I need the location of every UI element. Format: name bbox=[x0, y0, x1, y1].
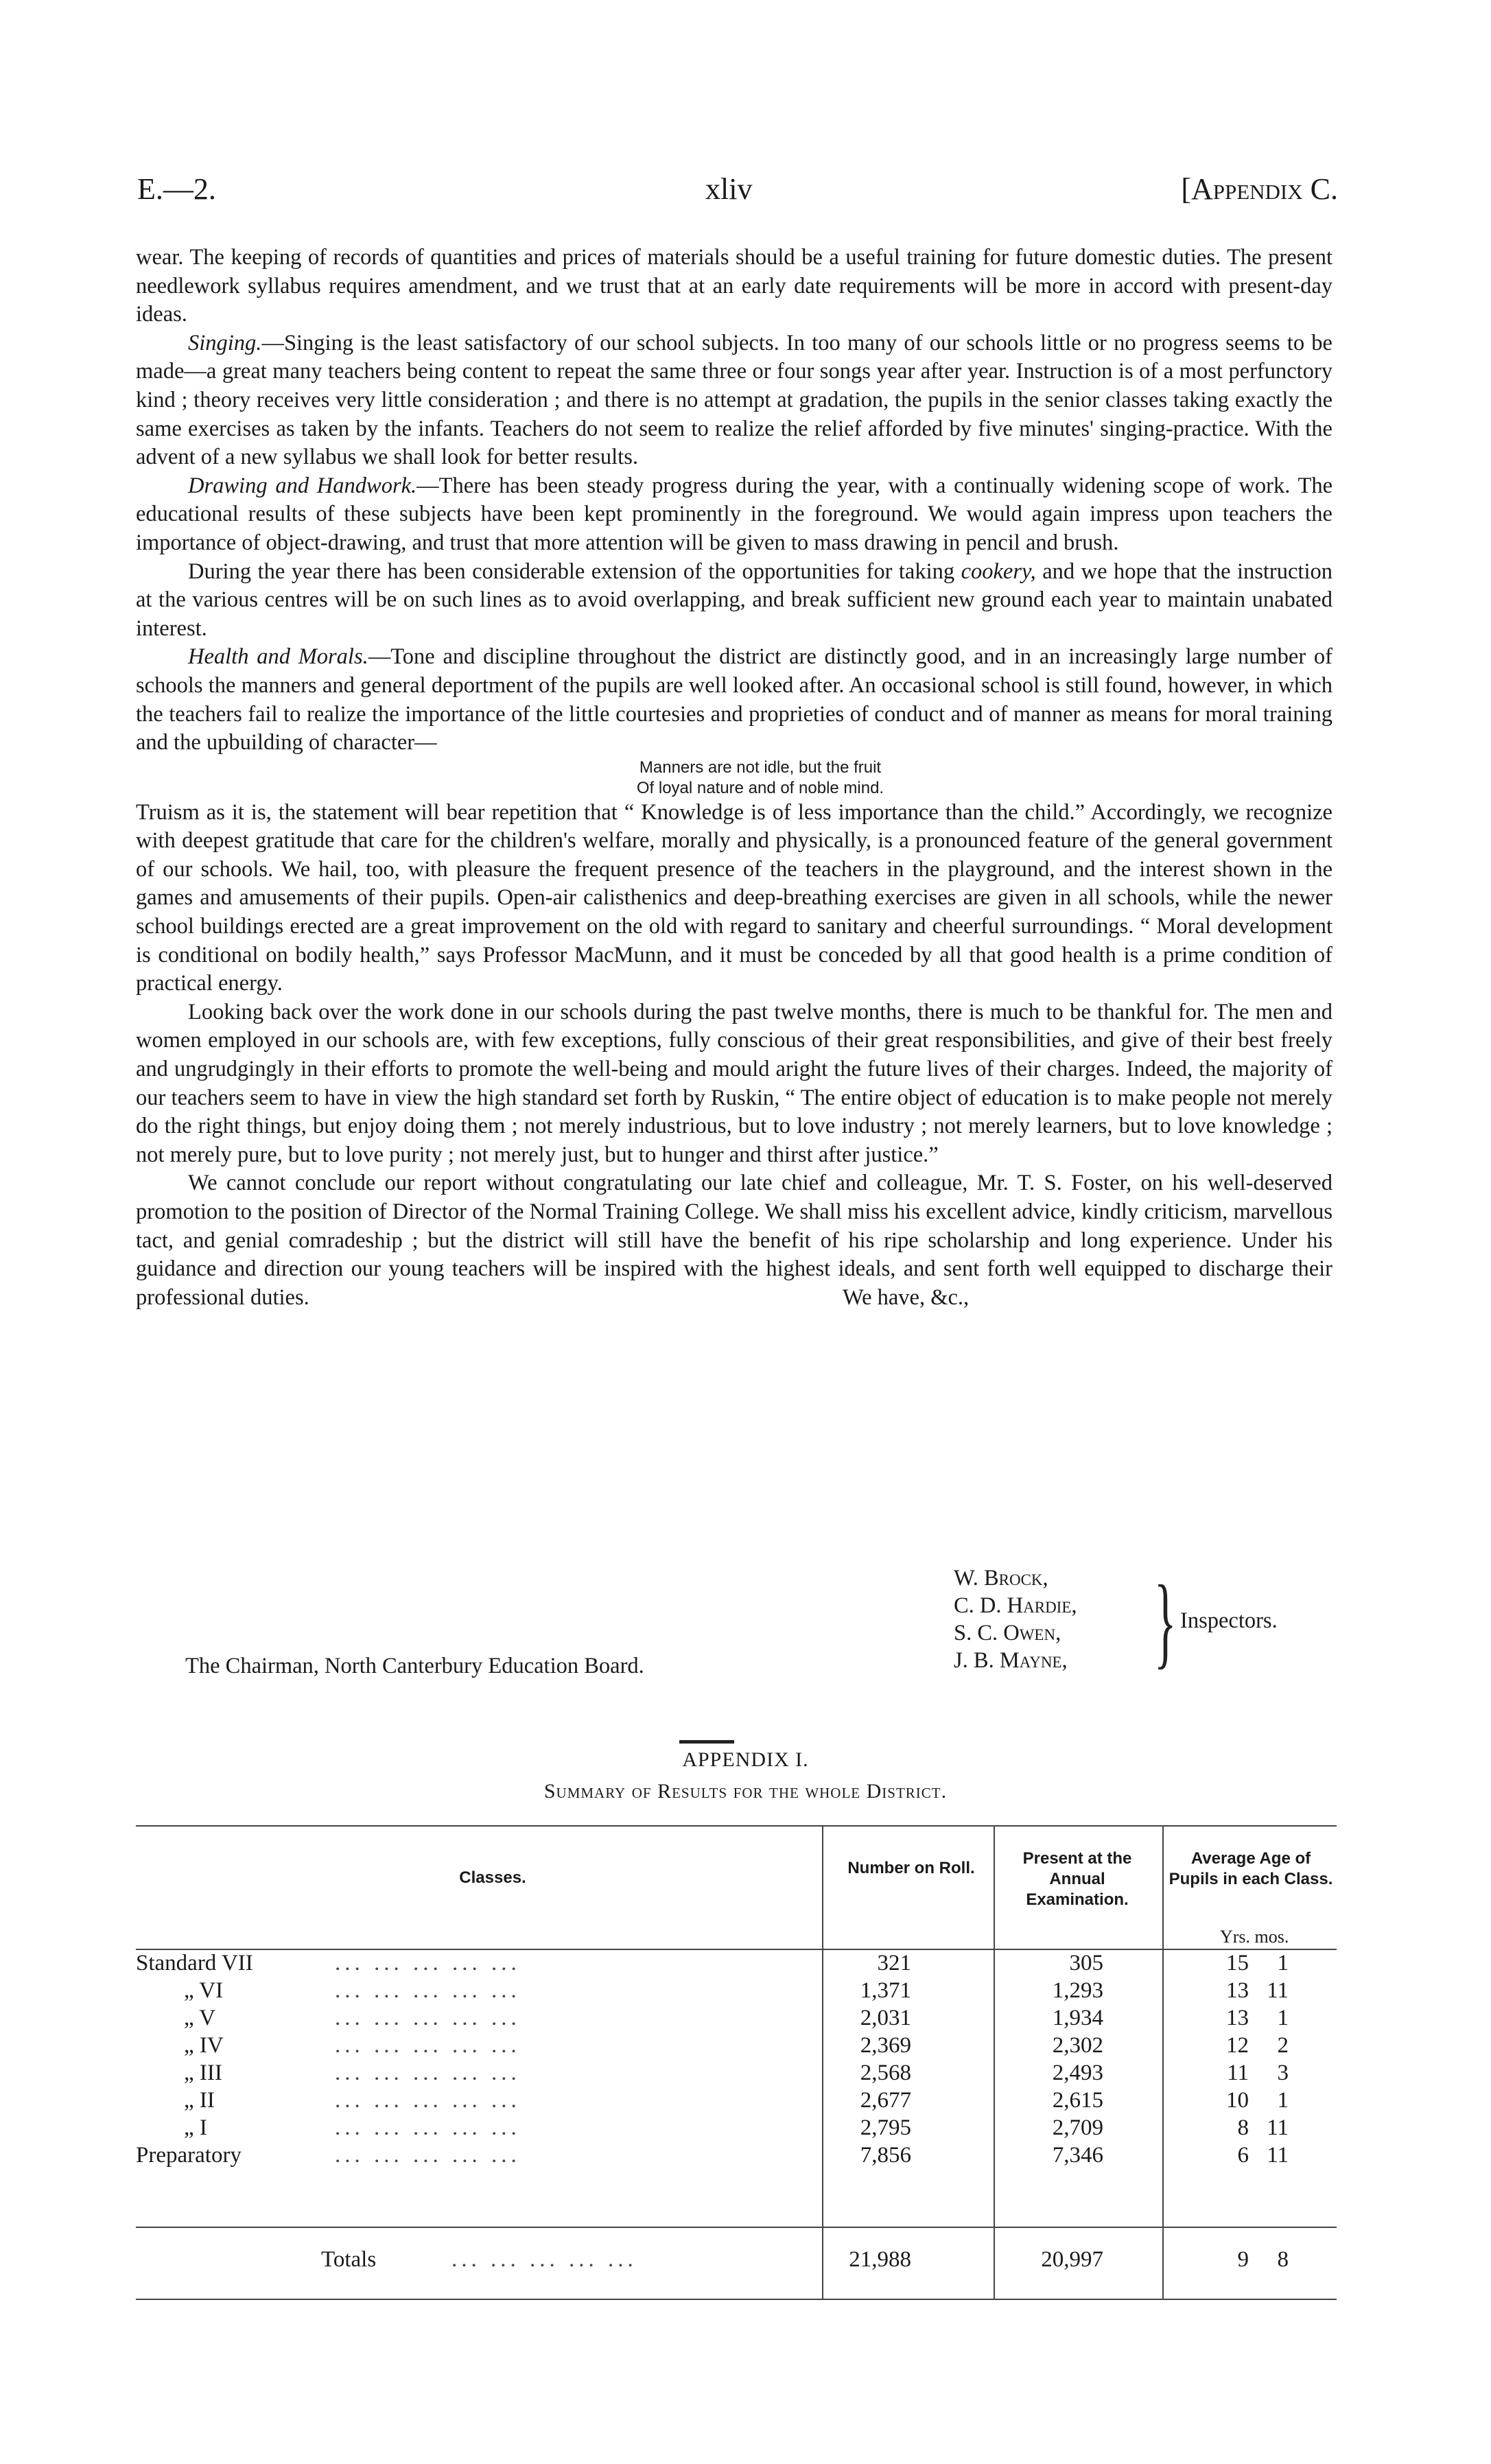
present-value: 7,346 bbox=[1052, 2143, 1103, 2168]
report-body bbox=[136, 244, 1332, 1312]
table-row bbox=[136, 2088, 1337, 2115]
leader-dots: ... ... ... ... ... bbox=[335, 2006, 521, 2030]
header-bottom-rule bbox=[136, 1949, 1337, 1950]
section-heading-singing: Singing. bbox=[188, 330, 262, 355]
leader-dots: ... ... ... ... ... bbox=[335, 2033, 521, 2058]
roll-value: 2,795 bbox=[860, 2115, 911, 2140]
leader-dots: ... ... ... ... ... bbox=[335, 2143, 521, 2168]
appendix-subtitle: Summary of Results for the whole District. bbox=[543, 1780, 948, 1803]
age-years: 10 bbox=[1226, 2088, 1249, 2113]
page-header bbox=[137, 172, 1338, 213]
inspector-names bbox=[954, 1564, 1338, 1678]
table-row bbox=[136, 2033, 1337, 2061]
roll-value: 321 bbox=[877, 1951, 911, 1975]
table-top-rule bbox=[136, 1825, 1337, 1827]
addressee: The Chairman, North Canterbury Education Board. bbox=[185, 1654, 644, 1678]
inspector-name: S. C. Owen, bbox=[954, 1621, 1061, 1645]
results-table bbox=[136, 1825, 1337, 2312]
quote-line-1: Manners are not idle, but the fruit bbox=[639, 758, 882, 777]
signature-block bbox=[954, 1564, 1338, 1681]
present-value: 2,302 bbox=[1052, 2033, 1103, 2058]
paragraph-singing bbox=[136, 329, 1332, 472]
section-heading-health: Health and Morals. bbox=[188, 644, 368, 670]
paragraph-health bbox=[136, 643, 1332, 757]
age-months: 1 bbox=[1277, 2006, 1289, 2030]
quote-line-2: Of loyal nature and of noble mind. bbox=[636, 778, 884, 797]
age-years: 6 bbox=[1237, 2143, 1249, 2168]
present-value: 2,709 bbox=[1052, 2115, 1103, 2140]
present-value: 1,293 bbox=[1052, 1978, 1103, 2003]
paragraph-looking-back: Looking back over the work done in our schools during the past twelve months, there is much to be thankful for. The men and women employed in our schools are, with few exceptions, fully conscious of their great responsibilities, and give of their best freely and ungrudgingly in their efforts to promote the well-being and mould aright the future lives of their charges. Indeed, the majority of our teachers seem to have in view the high standard set forth by Ruskin, “ The entire object of education is to make people not merely do the right things, but enjoy doing them ; not merely industrious, but to love industry ; not merely learners, but to love knowledge ; not merely pure, but to love purity ; not merely just, but to hunger and thirst after justice.” bbox=[136, 999, 1332, 1167]
inspector-name: W. Brock, bbox=[954, 1566, 1048, 1591]
paragraph-cookery-text-b: and we hope that the instruction at the various centres will be on such lines as to avoid overlapping, and break sufficient new ground each year to maintain unabated interest. bbox=[136, 559, 1332, 641]
leader-dots: ... ... ... ... ... bbox=[451, 2247, 637, 2272]
table-row bbox=[136, 2061, 1337, 2088]
roll-total: 21,988 bbox=[849, 2247, 911, 2272]
class-name: Preparatory bbox=[136, 2143, 242, 2168]
roll-value: 2,369 bbox=[860, 2033, 911, 2058]
age-months: 1 bbox=[1277, 2088, 1289, 2113]
table-bottom-rule bbox=[136, 2299, 1337, 2300]
totals-label: Totals bbox=[321, 2247, 377, 2272]
age-years: 13 bbox=[1226, 2006, 1249, 2030]
paragraph-singing-text: —Singing is the least satisfactory of our school subjects. In too many of our schools little or no progress seems to be made—a great many teachers being content to repeat the same three or four songs year after year. Instruction is of a most perfunctory kind ; theory receives very little consideration ; and there is no attempt at gradation, the pupils in the senior classes taking exactly the same exercises as taken by the infants. Teachers do not seem to realize the relief afforded by five minutes' singing-practice. With the advent of a new syllabus we shall look for better results. bbox=[136, 330, 1332, 470]
paragraph-health-text: —Tone and discipline throughout the district are distinctly good, and in an increasingly large number of schools the manners and general deportment of the pupils are well looked after. An occasional school is still found, however, in which the teachers fail to realize the importance of the little courtesies and proprieties of conduct and of manner as means for moral training and the upbuilding of character— bbox=[136, 644, 1332, 755]
inspectors-role: Inspectors. bbox=[1180, 1608, 1278, 1633]
age-units-label: Yrs. mos. bbox=[1220, 1927, 1289, 1947]
class-name: „ III bbox=[184, 2061, 222, 2085]
leader-dots: ... ... ... ... ... bbox=[335, 2115, 521, 2140]
present-total: 20,997 bbox=[1041, 2247, 1103, 2272]
closing-salutation: We have, &c., bbox=[843, 1284, 970, 1310]
class-name: „ I bbox=[184, 2115, 207, 2140]
roll-value: 2,568 bbox=[860, 2061, 911, 2085]
header-roll: Number on Roll. bbox=[847, 1859, 975, 1877]
document-reference: E.—2. bbox=[137, 172, 216, 206]
section-divider bbox=[679, 1740, 734, 1744]
age-months: 11 bbox=[1267, 2143, 1289, 2168]
header-age: Average Age of Pupils in each Class. bbox=[1169, 1849, 1333, 1888]
cookery-emphasis: cookery, bbox=[961, 559, 1036, 584]
leader-dots: ... ... ... ... ... bbox=[335, 1951, 521, 1975]
age-months: 11 bbox=[1267, 2115, 1289, 2140]
paragraph-conclusion: We cannot conclude our report without congratulating our late chief and colleague, Mr. T. S. Foster, on his well-deserved promotion to the position of Director of the Normal Training College. We shall miss his excellent advice, kindly criticism, marvellous tact, and genial comradeship ; but the district will still have the benefit of his ripe scholarship and long experience. Under his guidance and direction our young teachers will be inspired with the highest ideals, and sent forth well equipped to discharge their professional duties. bbox=[136, 1171, 1332, 1310]
header-present: Present at the Annual Examination. bbox=[1022, 1849, 1132, 1909]
leader-dots: ... ... ... ... ... bbox=[335, 2088, 521, 2113]
age-years: 8 bbox=[1237, 2115, 1249, 2140]
present-value: 1,934 bbox=[1052, 2006, 1103, 2030]
age-years: 13 bbox=[1226, 1978, 1249, 2003]
table-row bbox=[136, 2143, 1337, 2170]
present-value: 2,615 bbox=[1052, 2088, 1103, 2113]
class-name: „ II bbox=[184, 2088, 215, 2113]
age-years: 12 bbox=[1226, 2033, 1249, 2058]
totals-top-rule bbox=[136, 2227, 1337, 2228]
right-brace-icon: } bbox=[1154, 1564, 1177, 1678]
table-row bbox=[136, 2115, 1337, 2143]
roll-value: 7,856 bbox=[860, 2143, 911, 2168]
appendix-title: APPENDIX I. bbox=[682, 1748, 809, 1771]
leader-dots: ... ... ... ... ... bbox=[335, 1978, 521, 2003]
age-months: 2 bbox=[1277, 2033, 1289, 2058]
paragraph-cookery bbox=[136, 558, 1332, 644]
paragraph-cookery-text-a: During the year there has been considerable extension of the opportunities for taking bbox=[188, 559, 961, 584]
table-row bbox=[136, 1951, 1337, 1978]
present-value: 305 bbox=[1069, 1951, 1103, 1975]
paragraph-drawing bbox=[136, 472, 1332, 558]
present-value: 2,493 bbox=[1052, 2061, 1103, 2085]
table-row bbox=[136, 2006, 1337, 2033]
class-name: „ VI bbox=[184, 1978, 224, 2003]
paragraph-drawing-text: —There has been steady progress during the year, with a continually widening scope of work. The educational results of these subjects have been kept prominently in the foreground. We would again impress upon teachers the importance of object-drawing, and trust that more attention will be given to mass drawing in pencil and brush. bbox=[136, 473, 1332, 555]
age-years: 15 bbox=[1226, 1951, 1249, 1975]
age-months: 1 bbox=[1277, 1951, 1289, 1975]
age-years-total: 9 bbox=[1237, 2247, 1249, 2272]
class-name: Standard VII bbox=[136, 1951, 253, 1975]
inspector-name: J. B. Mayne, bbox=[954, 1648, 1068, 1673]
appendix-reference: [Appendix C. bbox=[1181, 172, 1338, 206]
age-months: 3 bbox=[1277, 2061, 1289, 2085]
class-name: „ IV bbox=[184, 2033, 224, 2058]
table-row bbox=[136, 1978, 1337, 2006]
header-classes: Classes. bbox=[459, 1868, 526, 1887]
roll-value: 2,677 bbox=[860, 2088, 911, 2113]
inspector-name: C. D. Hardie, bbox=[954, 1593, 1077, 1618]
paragraph-truism: Truism as it is, the statement will bear repetition that “ Knowledge is of less importance than the child.” Accordingly, we recognize with deepest gratitude that care for the children's welfare, morally and physically, is a pronounced feature of the general government of our schools. We hail, too, with pleasure the frequent presence of the teachers in the playground, and the interest shown in the games and amusements of their pupils. Open-air calisthenics and deep-breathing exercises are given in all schools, while the newer school buildings erected are a great improvement on the old with regard to sanitary and cheerful surroundings. “ Moral development is conditional on bodily health,” says Professor MacMunn, and it must be conceded by all that good health is a prime condition of practical energy. bbox=[136, 799, 1332, 996]
section-heading-drawing: Drawing and Handwork. bbox=[188, 473, 417, 498]
age-years: 11 bbox=[1227, 2061, 1249, 2085]
class-name: „ V bbox=[184, 2006, 216, 2030]
age-months: 11 bbox=[1267, 1978, 1289, 2003]
totals-row bbox=[136, 2247, 1337, 2275]
age-months-total: 8 bbox=[1277, 2247, 1289, 2272]
page-number: xliv bbox=[705, 172, 753, 206]
paragraph-needlework: wear. The keeping of records of quantities and prices of materials should be a useful training for future domestic duties. The present needlework syllabus requires amendment, and we trust that at an early date requirements will be more in accord with present-day ideas. bbox=[136, 245, 1332, 327]
roll-value: 1,371 bbox=[860, 1978, 911, 2003]
leader-dots: ... ... ... ... ... bbox=[335, 2061, 521, 2085]
roll-value: 2,031 bbox=[860, 2006, 911, 2030]
